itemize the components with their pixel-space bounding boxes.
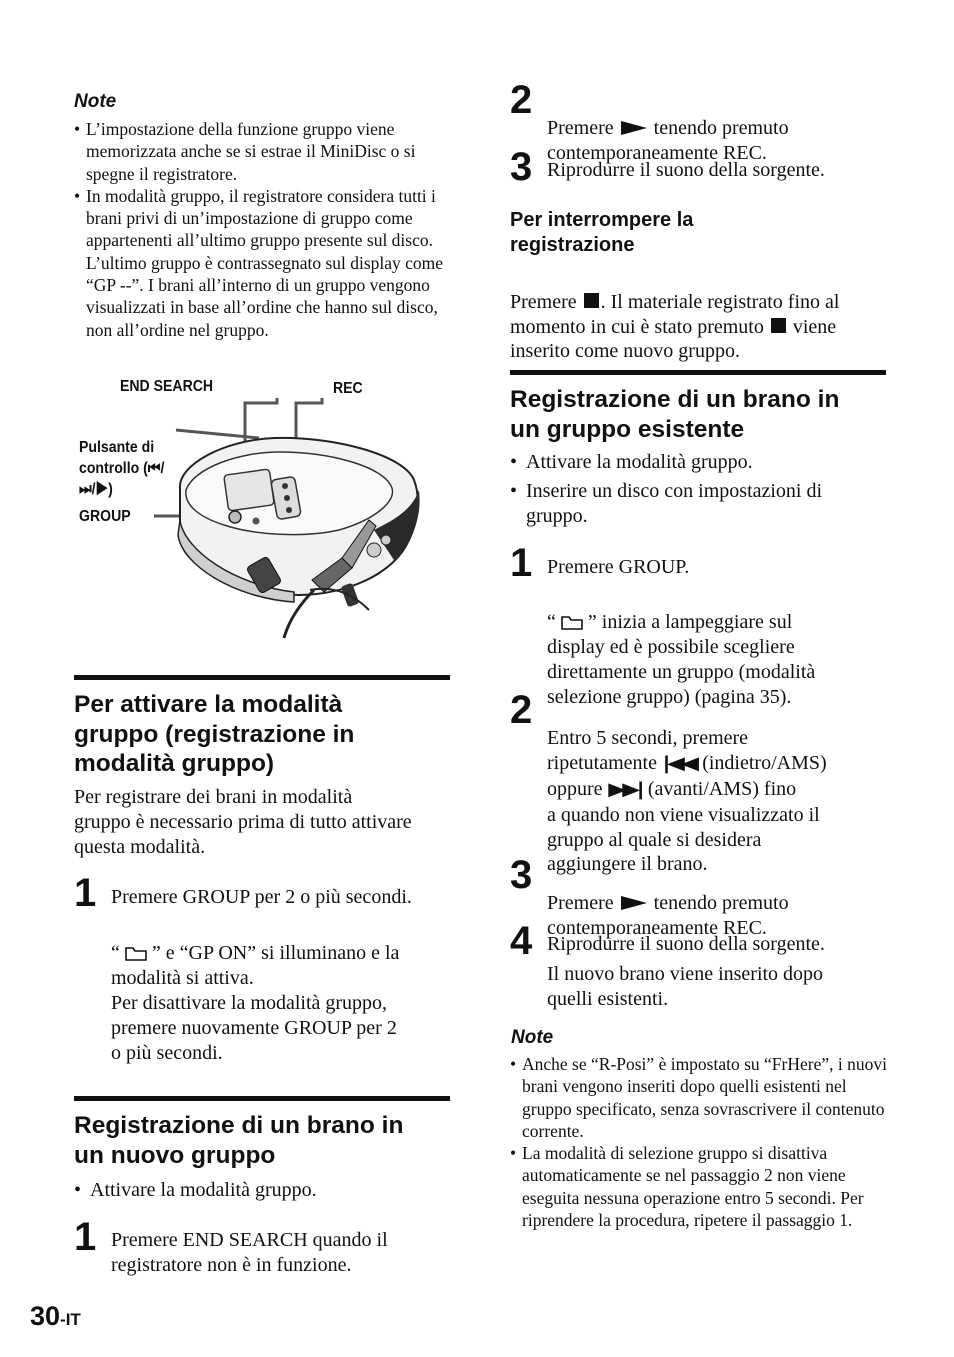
stop-text-pre: Premere: [510, 290, 577, 313]
step-detail-text: ” e “GP ON” si illuminano e la modalità si attiva.: [111, 941, 400, 989]
step-text-pre: Premere: [547, 116, 614, 139]
label-control-text: Pulsante di controllo (: [79, 439, 155, 477]
note-item: • Anche se “R-Posi” è impostato su “FrHere”, i nuovi brani vengono inseriti dopo quelli esistenti nel gruppo specificato, senza sovrascrivere il contenuto corrente.: [510, 1053, 888, 1142]
group-folder-icon: [123, 944, 149, 962]
step-disable-text: Per disattivare la modalità gruppo, premere nuovamente GROUP per 2 o più secondi.: [111, 992, 397, 1064]
step-number: 1: [74, 871, 97, 915]
heading-text: Per attivare la modalità gruppo (registrazione in modalità gruppo): [74, 691, 355, 777]
step2-text-c: (avanti/AMS) fino a quando non viene visualizzato il gruppo al quale si desidera aggiungere il brano.: [547, 777, 820, 876]
stop-recording-heading: [510, 208, 693, 258]
play-icon: [621, 896, 647, 910]
note-title: Note: [74, 91, 117, 112]
existing-group-bullets: [510, 450, 890, 530]
step-text: Riprodurre il suono della sorgente.: [547, 159, 825, 181]
label-control-close: ): [108, 481, 113, 498]
note-list: [510, 1053, 888, 1231]
step-text-post: tenendo premuto contemporaneamente REC.: [547, 891, 789, 939]
note-item: • La modalità di selezione gruppo si disattiva automaticamente se nel passaggio 2 non viene eseguita nessuna operazione entro 5 secondi. Per riprendere la procedura, ripetere il passaggio 1.: [510, 1142, 888, 1231]
step-number: 4: [510, 919, 533, 963]
step-number: 2: [510, 78, 533, 122]
prev-track-icon: |◀◀: [662, 752, 696, 774]
group-mode-intro: Per registrare dei brani in modalità gruppo è necessario prima di tutto attivare questa modalità.: [74, 786, 412, 858]
heading-text: Per interrompere la registrazione: [510, 209, 694, 256]
quote-open: “: [111, 941, 120, 964]
stop-text-post: viene inserito come nuovo gruppo.: [510, 315, 837, 363]
heading-text: Registrazione di un brano in un nuovo gruppo: [74, 1112, 404, 1169]
step-number: 1: [510, 541, 533, 585]
minidisc-recorder-illustration: [74, 370, 454, 640]
stop-recording-text: [510, 265, 890, 364]
quote-open: “: [547, 610, 556, 633]
next-track-icon: ⏭: [79, 481, 92, 498]
page-number-value: 30: [30, 1301, 61, 1331]
note-list: [74, 118, 452, 341]
label-control-buttons: [79, 416, 164, 500]
label-control-slash: /: [160, 460, 165, 477]
prev-track-icon: ⏮: [147, 460, 161, 477]
note-item: • L’impostazione della funzione gruppo viene memorizzata anche se si estrae il MiniDisc o si spegne il registratore.: [74, 118, 452, 185]
section-heading-new-group: [74, 1096, 450, 1170]
step-text: [547, 866, 887, 941]
heading-text: Registrazione di un brano in un gruppo esistente: [510, 386, 840, 443]
step-detail-text: ” inizia a lampeggiare sul display ed è possibile scegliere direttamente un gruppo (modalità selezione gruppo) (pagina 35).: [547, 610, 816, 708]
step2-text-b: (indietro/AMS) oppure: [547, 751, 827, 800]
play-icon: [621, 121, 647, 135]
step-text: Riprodurre il suono della sorgente.: [547, 933, 825, 955]
bullet-item: • Attivare la modalità gruppo.: [510, 450, 890, 476]
step-text: Premere GROUP per 2 o più secondi.: [111, 886, 412, 908]
step-text: [547, 91, 887, 166]
stop-icon: [584, 293, 599, 308]
next-track-icon: ▶▶|: [607, 778, 641, 800]
step-text-post: tenendo premuto contemporaneamente REC.: [547, 116, 789, 164]
play-icon: ▶: [95, 481, 109, 498]
step-detail: [111, 916, 456, 991]
label-control-slash: /: [91, 481, 96, 498]
device-diagram: [74, 370, 454, 640]
page-number: [30, 1301, 81, 1332]
step-number: 3: [510, 145, 533, 189]
label-rec: REC: [333, 380, 363, 397]
bullet-item: • Attivare la modalità gruppo.: [74, 1178, 454, 1204]
note-item: • In modalità gruppo, il registratore considera tutti i brani privi di un’impostazione di gruppo come appartenenti all’ultimo gruppo presente sul disco. L’ultimo gruppo è contrassegnato sul display come “GP --”. I brani all’interno di un gruppo vengono visualizzati in base all’ordine che hanno sul disco, non all’ordine nel gruppo.: [74, 185, 452, 341]
step-text: Premere GROUP.: [547, 556, 690, 578]
group-folder-icon: [559, 613, 585, 631]
label-end-search: END SEARCH: [120, 378, 214, 395]
stop-icon: [771, 318, 786, 333]
step-text-pre: Premere: [547, 891, 614, 914]
step-text: [547, 701, 892, 877]
section-heading-existing-group: [510, 370, 886, 444]
step2-text-a: Entro 5 secondi, premere ripetutamente: [547, 726, 749, 774]
page-number-suffix: -IT: [60, 1310, 81, 1329]
stop-text-mid: . Il materiale registrato fino al momento in cui è stato premuto: [510, 290, 840, 338]
step-number: 3: [510, 853, 533, 897]
step-detail: Il nuovo brano viene inserito dopo quelli esistenti.: [547, 963, 824, 1010]
section-heading-group-mode: [74, 675, 450, 779]
step-detail: [547, 585, 887, 710]
note-title: Note: [511, 1027, 554, 1048]
label-group: GROUP: [79, 508, 131, 525]
step-number: 2: [510, 688, 533, 732]
bullet-item: • Inserire un disco con impostazioni di gruppo.: [510, 479, 890, 530]
new-group-bullets: [74, 1178, 454, 1204]
step-number: 1: [74, 1215, 97, 1259]
step-text: Premere END SEARCH quando il registratore non è in funzione.: [111, 1229, 388, 1276]
